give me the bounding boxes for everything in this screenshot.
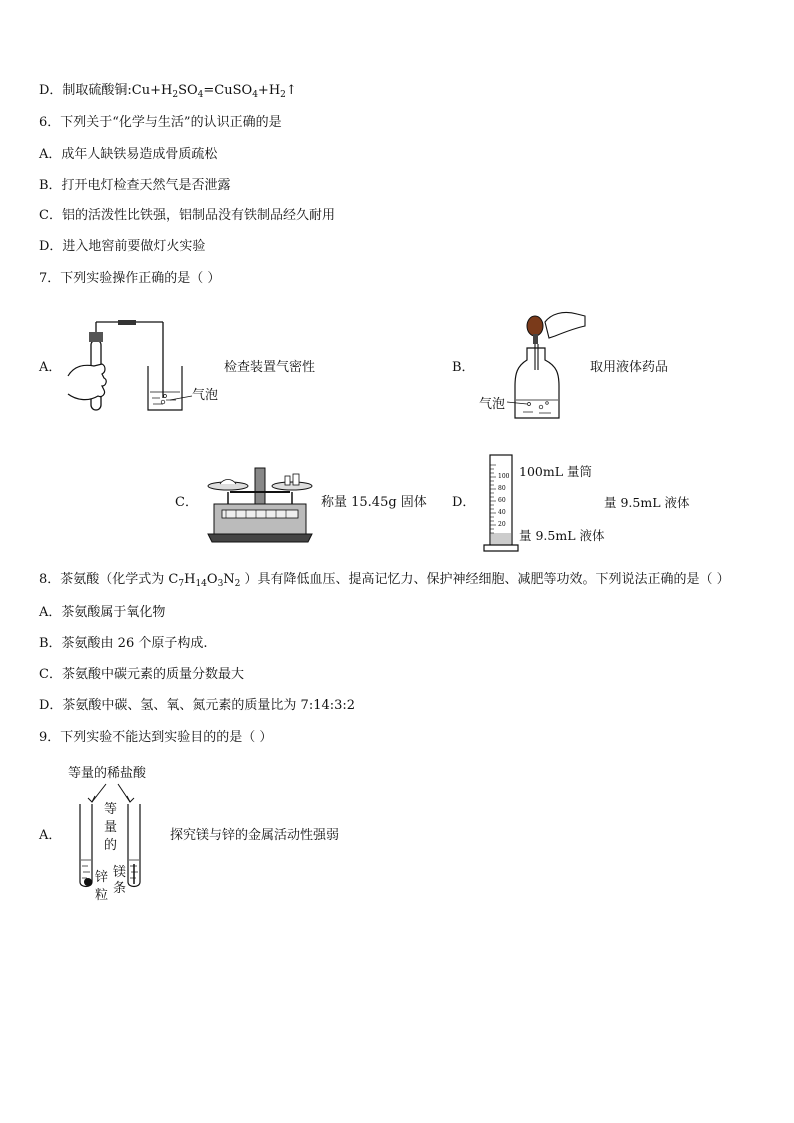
q7-d-tick-80: 80 [498,485,506,492]
q7-b-caption: 取用液体药品 [590,360,669,375]
q7-a-airtight-apparatus [60,318,210,418]
q6-option-d: D．进入地窖前要做灯火实验 [39,239,206,254]
q7-stem: 7．下列实验操作正确的是（ ） [39,271,221,286]
q7-d-cylinder-label: 100mL 量筒 [519,464,592,479]
q9-a-caption: 探究镁与锌的金属活动性强弱 [170,828,340,843]
q7-b-bubble-label: 气泡 [479,397,506,412]
q6-stem: 6．下列关于“化学与生活”的认识正确的是 [39,115,282,130]
q7-c-caption: 称量 15.45g 固体 [321,495,427,510]
q7-d-cylinder-note: 量 9.5mL 液体 [519,528,605,543]
q7-b-letter: B． [452,360,475,375]
q9-a-mid-label: 等 量 的 [104,802,118,853]
q9-a-top-label: 等量的稀盐酸 [68,766,147,781]
q7-d-tick-100: 100 [498,473,510,480]
q9-a-zinc-label: 锌 粒 [95,870,109,903]
q6-option-b: B．打开电灯检查天然气是否泄露 [39,178,231,193]
q7-c-letter: C． [175,495,198,510]
q9-a-letter: A． [39,828,62,843]
q7-d-caption: 量 9.5mL 液体 [604,495,690,510]
q7-d-letter: D． [452,495,476,510]
q7-d-tick-20: 20 [498,521,506,528]
q7-d-tick-60: 60 [498,497,506,504]
q7-d-tick-40: 40 [498,509,506,516]
q7-b-dropper-bottle [505,312,595,422]
q9-stem: 9．下列实验不能达到实验目的的是（ ） [39,730,273,745]
q7-a-caption: 检查装置气密性 [224,360,316,375]
q6-option-c: C．铝的活泼性比铁强，铝制品没有铁制品经久耐用 [39,208,335,223]
q5-d-prefix: D．制取硫酸铜:Cu+H [39,83,173,98]
q9-a-mg-label: 镁 条 [113,865,127,896]
q8-option-d: D．茶氨酸中碳、氢、氧、氮元素的质量比为 7:14:3:2 [39,698,356,713]
q8-option-c: C．茶氨酸中碳元素的质量分数最大 [39,667,244,682]
q7-d-graduated-cylinder [482,453,522,553]
q8-option-a: A．茶氨酸属于氧化物 [39,605,166,620]
q6-option-a: A．成年人缺铁易造成骨质疏松 [39,147,218,162]
q8-stem: 8．茶氨酸（化学式为 $C_7H_{14}O_3N_2$ ）具有降低血压、提高记忆力、保护神经细胞、减肥等功效。下列说法正确的是（ ） [39,572,730,589]
q7-c-balance [200,464,320,544]
q8-option-b: B．茶氨酸由 26 个原子构成. [39,636,208,651]
q7-a-bubble-label: 气泡 [192,388,219,403]
q7-a-letter: A． [39,360,62,375]
q5-option-d: D．制取硫酸铜$:Cu+H_2SO_4=CuSO_4+H_2↑$ [39,83,297,100]
